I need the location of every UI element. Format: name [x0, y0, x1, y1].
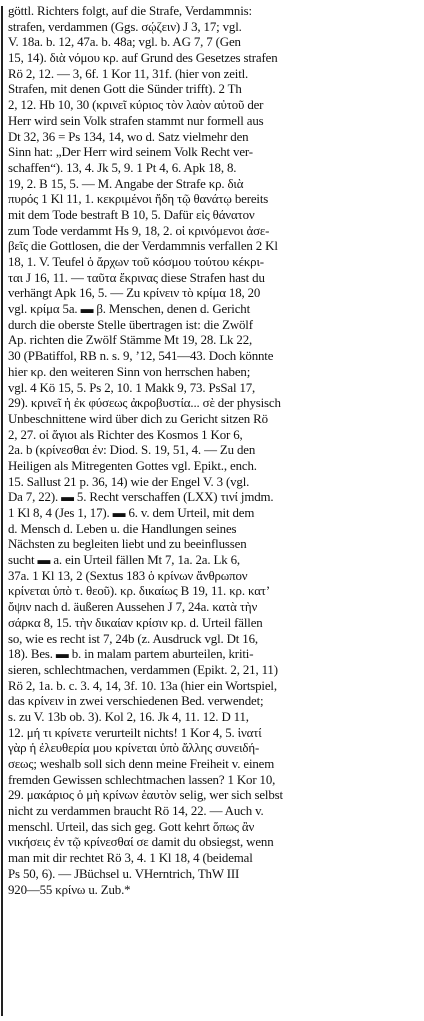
entry-line: hier κρ. den weiteren Sinn von herrschen haben; — [8, 364, 251, 379]
entry-line: 19, 2. B 15, 5. — M. Angabe der Strafe κρ. διὰ — [8, 176, 244, 191]
entry-line: strafen, verdammen (Ggs. σῴζειν) J 3, 17; vgl. — [8, 19, 242, 34]
entry-line: vgl. 4 Kö 15, 5. Ps 2, 10. 1 Makk 9, 73. PsSal 17, — [8, 380, 256, 395]
entry-line: Unbeschnittene wird über dich zu Gericht sitzen Rö — [8, 411, 268, 426]
entry-line: Da 7, 22). ▬ 5. Recht verschaffen (LXX) τινί jmdm. — [8, 490, 274, 505]
entry-line: γὰρ ἡ ἐλευθερία μου κρίνεται ὑπὸ ἄλλης συνειδή- — [8, 741, 260, 756]
entry-line: Heiligen als Mitregenten Gottes vgl. Epikt., ench. — [8, 458, 257, 473]
entry-line: ται J 16, 11. — ταῦτα ἔκρινας diese Strafen hast du — [8, 270, 265, 285]
entry-line: göttl. Richters folgt, auf die Strafe, Verdammnis: — [8, 4, 252, 18]
entry-line: Herr wird sein Volk strafen stammt nur formell aus — [8, 113, 264, 128]
entry-line: schaffen“). 13, 4. Jk 5, 9. 1 Pt 4, 6. Apk 18, 8. — [8, 160, 237, 175]
entry-line: nicht zu verdammen braucht Rö 14, 22. — Auch v. — [8, 804, 264, 819]
entry-line: 18). Bes. ▬ b. in malam partem aburteilen, kriti- — [8, 647, 254, 662]
entry-line: πυρός 1 Kl 11, 1. κεκριμένοι ἤδη τῷ θανάτῳ bereits — [8, 192, 269, 207]
entry-line: 12. μή τι κρίνετε verurteilt nichts! 1 Kor 4, 5. ἱνατί — [8, 725, 262, 740]
entry-line: Strafen, mit denen Gott die Sünder trifft). 2 Th — [8, 82, 242, 97]
entry-line: Nächsten zu begleiten liebt und zu beeinflussen — [8, 537, 247, 552]
entry-line: βεῖς die Gottlosen, die der Verdammnis verfallen 2 Kl — [8, 239, 278, 254]
entry-line: V. 18a. b. 12, 47a. b. 48a; vgl. b. AG 7, 7 (Gen — [8, 35, 241, 50]
margin-rule — [1, 6, 3, 1016]
entry-line: 2, 12. Hb 10, 30 (κρινεῖ κύριος τὸν λαὸν αὐτοῦ der — [8, 98, 264, 113]
entry-line: Rö 2, 1a. b. c. 3. 4, 14, 3f. 10. 13a (hier ein Wortspiel, — [8, 678, 277, 693]
dictionary-entry-column — [8, 4, 418, 898]
entry-line: mit dem Tode bestraft B 10, 5. Dafür εἰς θάνατον — [8, 207, 255, 222]
entry-line: ὄψιν nach d. äußeren Aussehen J 7, 24a. κατὰ τὴν — [8, 600, 258, 615]
entry-line: σάρκα 8, 15. τὴν δικαίαν κρίσιν κρ. d. Urteil fällen — [8, 615, 263, 630]
entry-line: Rö 2, 12. — 3, 6f. 1 Kor 11, 31f. (hier von zeitl. — [8, 66, 249, 81]
entry-line: Sinn hat: „Der Herr wird seinem Volk Recht ver- — [8, 145, 253, 160]
entry-line: Ap. richten die Zwölf Stämme Mt 19, 28. Lk 22, — [8, 333, 253, 348]
entry-line: 30 (PBatiffol, RB n. s. 9, ’12, 541—43. Doch könnte — [8, 349, 274, 364]
entry-line: man mit dir rechtet Rö 3, 4. 1 Kl 18, 4 (beidemal — [8, 851, 253, 866]
entry-line: Ps 50, 6). — JBüchsel u. VHerntrich, ThW III — [8, 866, 240, 881]
entry-line: Dt 32, 36 = Ps 134, 14, wo d. Satz vielmehr den — [8, 129, 249, 144]
entry-line: νικήσεις ἐν τῷ κρίνεσθαί σε damit du obsiegst, wenn — [8, 835, 274, 850]
entry-line: 920—55 κρίνω u. Zub.* — [8, 882, 131, 897]
entry-line: d. Mensch d. Leben u. die Handlungen seines — [8, 521, 237, 536]
entry-line: σεως; weshalb soll sich denn meine Freiheit v. einem — [8, 757, 275, 771]
entry-line: 37a. 1 Kl 13, 2 (Sextus 183 ὁ κρίνων ἄνθρωπον — [8, 568, 248, 583]
entry-line: sucht ▬ a. ein Urteil fällen Mt 7, 1a. 2a. Lk 6, — [8, 553, 240, 568]
entry-line: 15, 14). διὰ νόμου κρ. auf Grund des Gesetzes strafen — [8, 51, 278, 66]
entry-line: verhängt Apk 16, 5. — Zu κρίνειν τὸ κρίμα 18, 20 — [8, 286, 261, 301]
entry-line: s. zu V. 13b ob. 3). Kol 2, 16. Jk 4, 11. 12. D 11, — [8, 709, 249, 724]
entry-line: 29. μακάριος ὁ μὴ κρίνων ἑαυτὸν selig, wer sich selbst — [8, 788, 283, 803]
entry-line: menschl. Urteil, das sich geg. Gott kehrt ὅπως ἂν — [8, 819, 255, 834]
entry-line: κρίνεται ὑπὸ τ. θεοῦ). κρ. δικαίως B 19, 11. κρ. κατʼ — [8, 584, 270, 599]
entry-line: vgl. κρίμα 5a. ▬ β. Menschen, denen d. Gericht — [8, 302, 251, 317]
entry-line: 29). κρινεῖ ἡ ἐκ φύσεως ἀκροβυστία... σὲ der physisch — [8, 396, 281, 411]
entry-line: 2a. b (κρίνεσθαι ἐν: Diod. S. 19, 51, 4. — Zu den — [8, 443, 256, 458]
entry-line: das κρίνειν in zwei verschiedenen Bed. verwendet; — [8, 694, 264, 709]
entry-line: zum Tode verdammt Hs 9, 18, 2. οἱ κρινόμενοι ἀσε- — [8, 223, 270, 238]
entry-line: so, wie es recht ist 7, 24b (z. Ausdruck vgl. Dt 16, — [8, 631, 258, 646]
entry-line: 2, 27. οἱ ἅγιοι als Richter des Kosmos 1 Kor 6, — [8, 427, 243, 442]
entry-line: sieren, schlechtmachen, verdammen (Epikt. 2, 21, 11) — [8, 662, 278, 677]
entry-line: durch die oberste Stelle übertragen ist: die Zwölf — [8, 317, 253, 332]
entry-line: 1 Kl 8, 4 (Jes 1, 17). ▬ 6. v. dem Urteil, mit dem — [8, 506, 255, 520]
entry-line: 15. Sallust 21 p. 36, 14) wie der Engel V. 3 (vgl. — [8, 474, 250, 489]
entry-line: 18, 1. V. Teufel ὁ ἄρχων τοῦ κόσμου τούτου κέκρι- — [8, 255, 264, 269]
entry-line: fremden Gewissen schlechtmachen lassen? 1 Kor 10, — [8, 772, 276, 787]
